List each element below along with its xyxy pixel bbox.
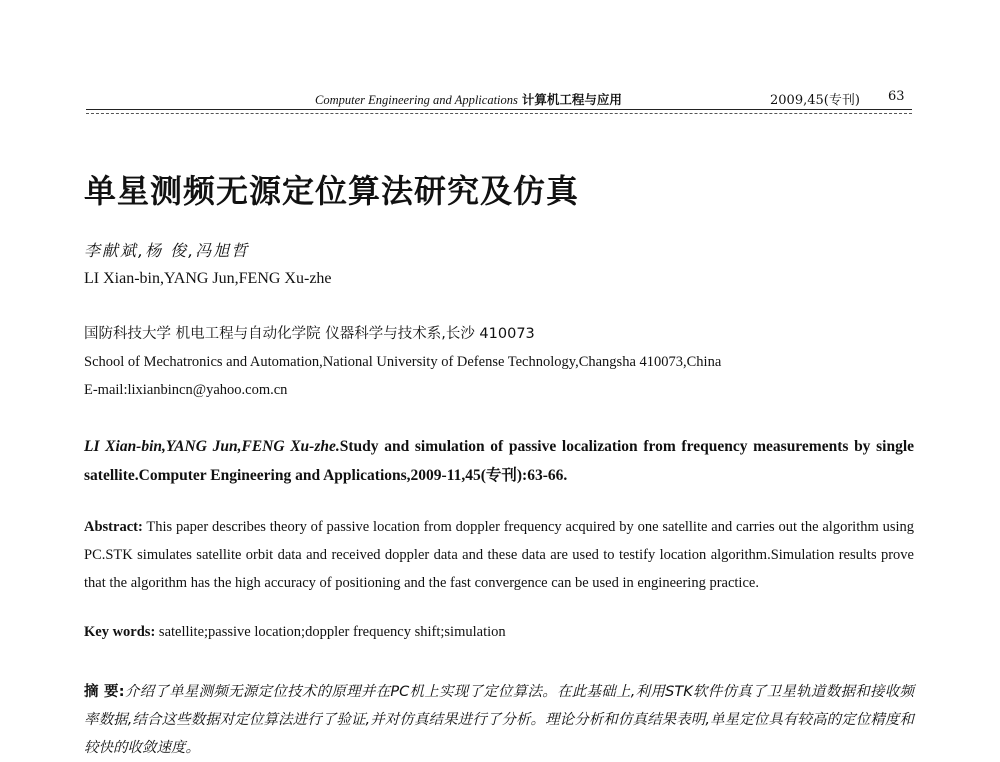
- journal-name-cn: 计算机工程与应用: [521, 92, 622, 107]
- citation-authors: LI Xian-bin,YANG Jun,FENG Xu-zhe.: [84, 438, 340, 455]
- abstract-cn-label: 摘 要:: [84, 684, 125, 700]
- authors-chinese: 李献斌,杨 俊,冯旭哲: [84, 241, 250, 260]
- keywords-text: satellite;passive location;doppler frequency shift;simulation: [158, 624, 506, 640]
- journal-name: [315, 90, 622, 108]
- abstract-label: Abstract:: [84, 519, 143, 535]
- citation: [84, 432, 914, 490]
- running-header: [0, 86, 1000, 116]
- abstract-english: [84, 513, 914, 597]
- issue-info: 2009,45(专刊): [770, 93, 860, 108]
- keywords: [84, 624, 506, 641]
- email: E-mail:lixianbincn@yahoo.com.cn: [84, 382, 288, 398]
- affiliation-chinese: 国防科技大学 机电工程与自动化学院 仪器科学与技术系,长沙 410073: [84, 326, 535, 342]
- journal-name-en: Computer Engineering and Applications: [315, 93, 518, 107]
- citation-text: Study and simulation of passive localization from frequency measurements by single satellite.Computer Engineering and Applications,2009-11,45(专刊):63-66.: [84, 438, 914, 484]
- affiliation-english: School of Mechatronics and Automation,National University of Defense Technology,Changsha 410073,China: [84, 354, 722, 370]
- paper-title: 单星测频无源定位算法研究及仿真: [84, 172, 580, 210]
- authors-english: LI Xian-bin,YANG Jun,FENG Xu-zhe: [84, 270, 332, 287]
- page-number: 63: [888, 89, 905, 104]
- abstract-text: This paper describes theory of passive location from doppler frequency acquired by one satellite and carries out the algorithm using PC.STK simulates satellite orbit data and received doppler data and these data are used to testify location algorithm.Simulation results prove that the algorithm has the high accuracy of positioning and the fast convergence can be used in engineering practice.: [84, 519, 914, 591]
- header-rule-dashed: [86, 113, 912, 114]
- header-rule: [86, 109, 912, 110]
- keywords-label: Key words:: [84, 624, 156, 640]
- abstract-chinese: [84, 678, 914, 762]
- abstract-cn-text: 介绍了单星测频无源定位技术的原理并在PC机上实现了定位算法。在此基础上,利用STK软件仿真了卫星轨道数据和接收频率数据,结合这些数据对定位算法进行了验证,并对仿真结果进行了分析。理论分析和仿真结果表明,单星定位具有较高的定位精度和较快的收敛速度。: [84, 684, 914, 756]
